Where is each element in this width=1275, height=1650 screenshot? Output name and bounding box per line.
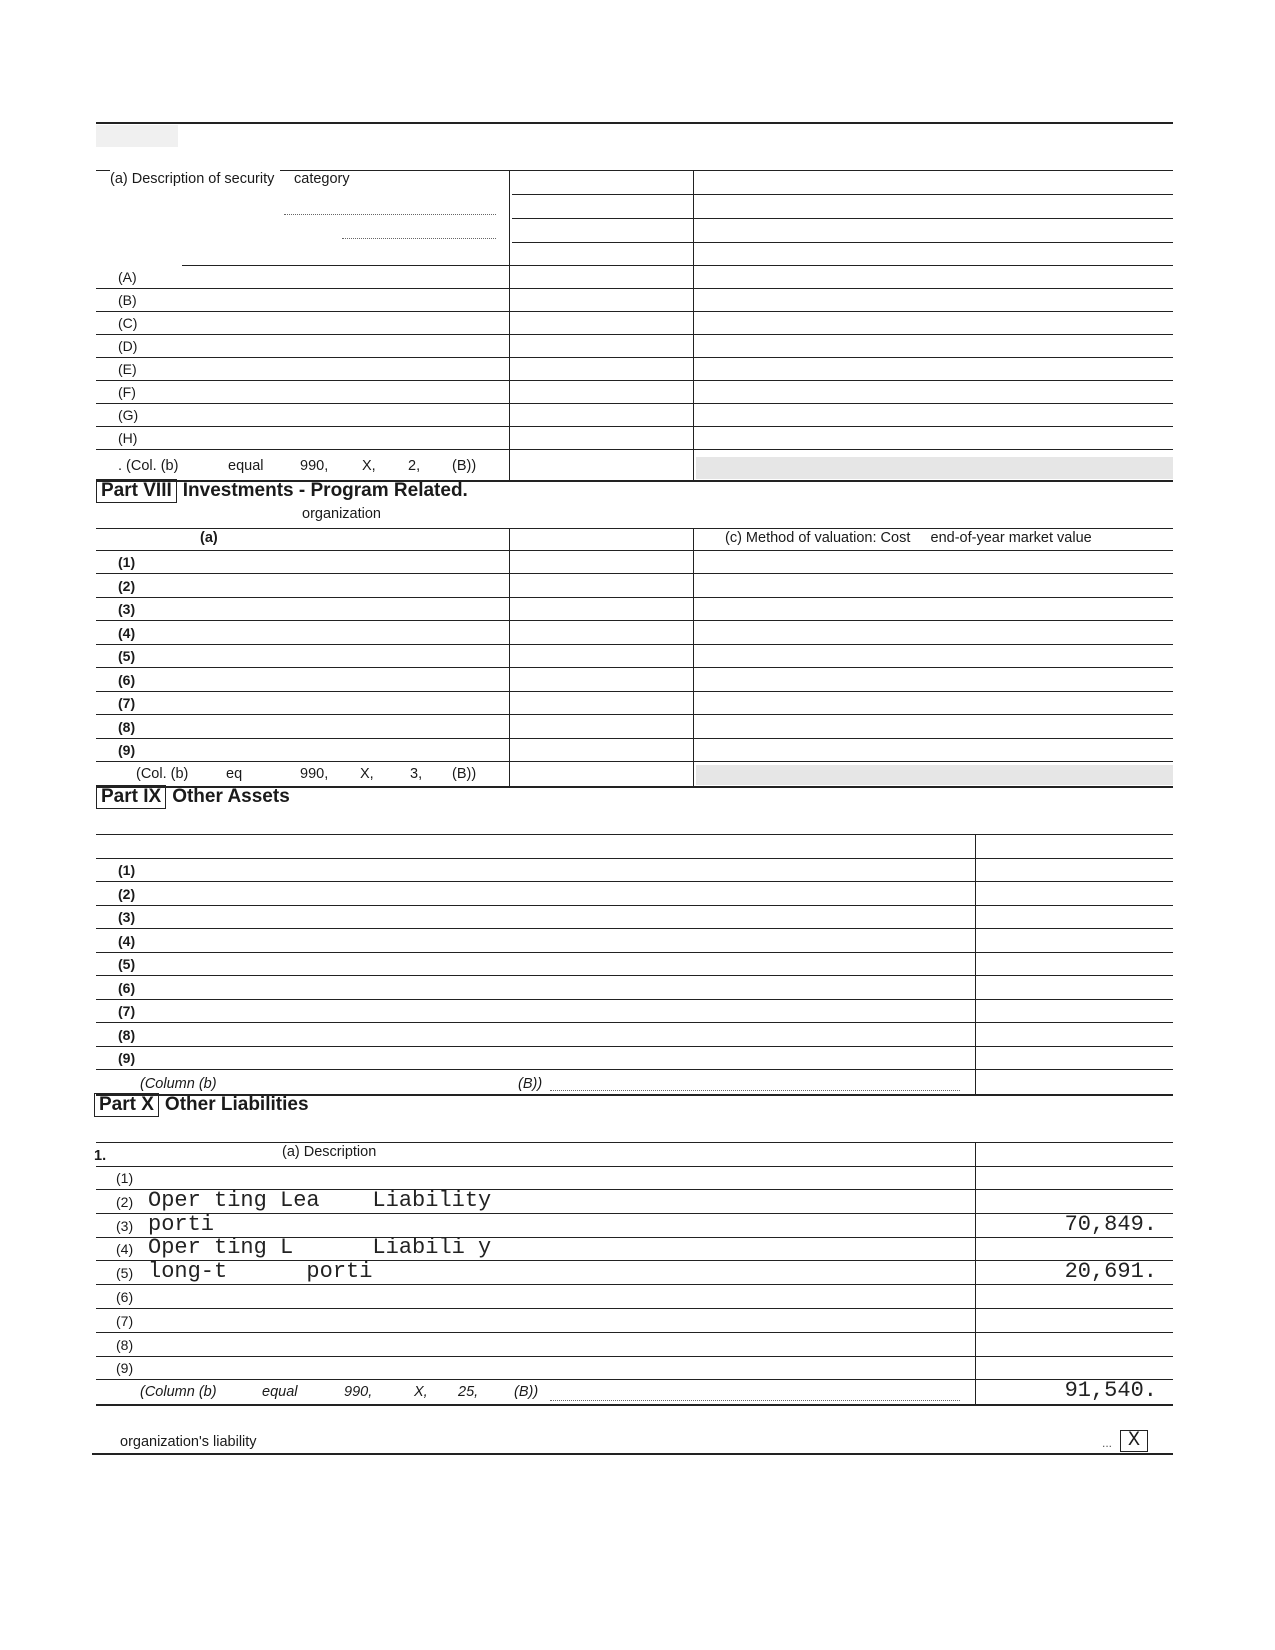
row-label: (1) — [118, 862, 136, 878]
row-label: (4) — [118, 624, 136, 641]
row-label: (6) — [118, 979, 136, 996]
total-line-text: (B)) — [518, 1076, 543, 1092]
total-line-text: (Col. (b) — [136, 766, 189, 782]
row-label: (5) — [118, 648, 136, 664]
total-line-text: (B)) — [452, 766, 477, 782]
part9-heading — [96, 785, 290, 809]
row-label: (2) — [118, 577, 136, 594]
row-label: (5) — [116, 1265, 134, 1282]
part8-header-c: (c) Method of valuation: Cost end-of-year market value — [725, 530, 1092, 546]
top-rule — [96, 122, 1173, 124]
row-label: (8) — [118, 1026, 136, 1043]
part7-header-a-cont: category — [294, 171, 350, 187]
part10-total-amount: 91,540. — [1064, 1378, 1157, 1403]
row-label: (9) — [116, 1360, 134, 1377]
part8-header-a: (a) — [200, 530, 218, 546]
row-label: (4) — [118, 932, 136, 949]
row-label: (2) — [118, 885, 136, 902]
total-line-text: 990, — [300, 458, 329, 474]
total-line-text: equal — [262, 1384, 298, 1400]
total-line-text: . (Col. (b) — [118, 458, 179, 474]
row-label: (G) — [118, 407, 139, 423]
part10-header-a: (a) Description — [282, 1144, 377, 1160]
total-line-text: X, — [360, 766, 374, 782]
row-label: (C) — [118, 315, 138, 331]
row-label: (8) — [116, 1336, 134, 1353]
total-line-text: 990, — [300, 766, 329, 782]
total-line-text: (Column (b) — [140, 1076, 217, 1092]
total-line-text: (B)) — [452, 458, 477, 474]
row-label: (3) — [118, 601, 136, 617]
row-label: (2) — [116, 1193, 134, 1210]
row-label: (3) — [118, 909, 136, 925]
row-label: (6) — [116, 1289, 134, 1305]
part8-tag: Part VIII — [96, 479, 177, 503]
total-line-text: (B)) — [514, 1384, 539, 1400]
total-line-text: 990, — [344, 1384, 373, 1400]
row-label: (9) — [118, 1050, 136, 1066]
row-label: (7) — [118, 695, 136, 711]
liability-description: Oper ting Lea Liability — [148, 1187, 492, 1213]
part9-tag: Part IX — [96, 785, 166, 809]
row-label: (H) — [118, 430, 138, 446]
part10-title: Other Liabilities — [164, 1094, 309, 1115]
part10-line2-text: organization's liability — [120, 1434, 257, 1450]
part7-total-shade — [696, 457, 1173, 479]
row-label: (7) — [116, 1312, 134, 1329]
total-line-text: (Column (b) — [140, 1384, 217, 1400]
row-label: (1) — [116, 1170, 134, 1186]
total-line-text: equal — [228, 458, 264, 474]
row-label: (A) — [118, 269, 137, 285]
total-line-text: X, — [414, 1384, 428, 1400]
part8-subtitle: organization — [302, 506, 381, 522]
liability-amount: 70,849. — [1064, 1211, 1157, 1237]
liability-description: long-t porti — [148, 1259, 373, 1285]
part8-heading — [96, 479, 468, 503]
part10-heading — [94, 1093, 309, 1117]
total-line-text: 2, — [408, 458, 421, 474]
part9-title: Other Assets — [172, 786, 290, 807]
liability-description: porti — [148, 1211, 215, 1237]
row-label: (7) — [118, 1003, 136, 1019]
part10-tag: Part X — [94, 1093, 159, 1117]
liability-amount: 20,691. — [1064, 1259, 1157, 1285]
row-label: (D) — [118, 338, 138, 354]
row-label: (B) — [118, 292, 137, 308]
row-label: (F) — [118, 384, 136, 400]
row-label: (6) — [118, 671, 136, 688]
liability-footnote-checkbox[interactable]: X — [1120, 1430, 1148, 1452]
row-label: (4) — [116, 1241, 134, 1258]
row-label: (9) — [118, 742, 136, 758]
total-line-text: eq — [226, 766, 243, 782]
part10-line-no: 1. — [94, 1148, 107, 1164]
row-label: (3) — [116, 1217, 134, 1234]
row-label: (E) — [118, 361, 137, 377]
part7-header-a-text: (a) Description of security — [110, 170, 280, 188]
row-label: (5) — [118, 956, 136, 972]
part8-title: Investments - Program Related. — [182, 480, 468, 501]
liability-description: Oper ting L Liabili y — [148, 1235, 492, 1261]
row-label: (1) — [118, 554, 136, 570]
total-line-text: 25, — [458, 1384, 479, 1400]
total-line-text: 3, — [410, 766, 423, 782]
faded-part-tag — [96, 125, 178, 147]
row-label: (8) — [118, 718, 136, 735]
part8-total-shade — [696, 765, 1173, 785]
total-line-text: X, — [362, 458, 376, 474]
